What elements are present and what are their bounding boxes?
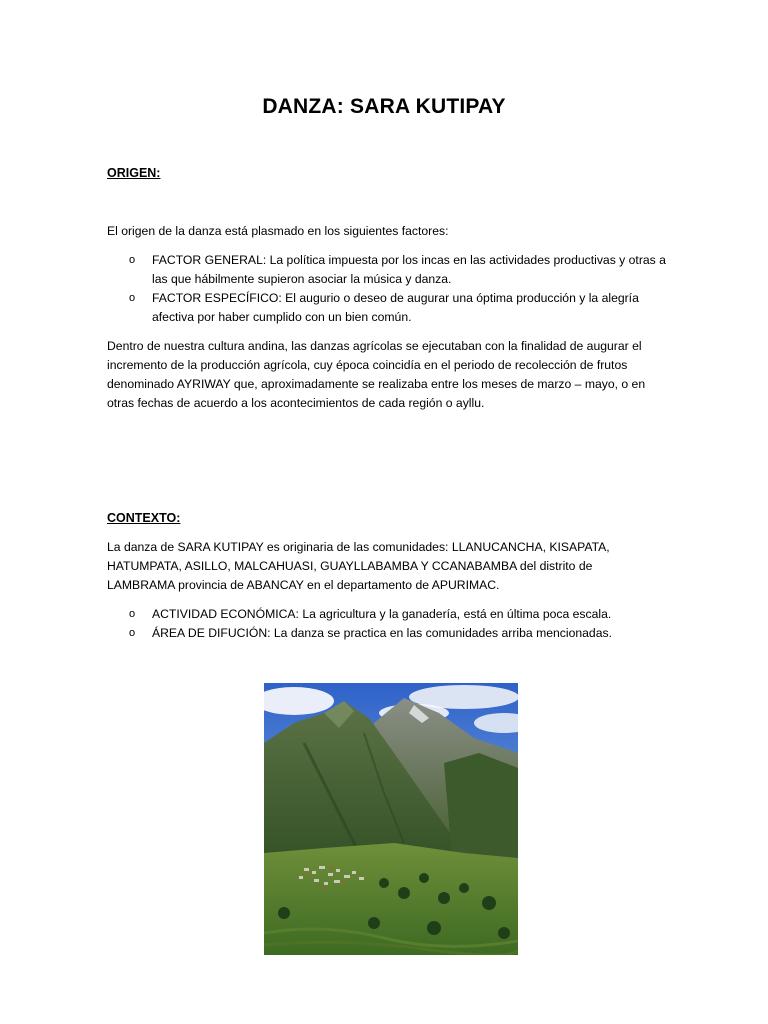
contexto-heading: CONTEXTO: [107, 511, 181, 525]
bullet-marker: o [129, 627, 136, 639]
origen-intro: El origen de la danza está plasmado en los siguientes factores: [107, 224, 449, 238]
bullet-marker: o [129, 254, 136, 266]
mountain-valley-photo [264, 683, 518, 955]
origen-heading: ORIGEN: [107, 166, 161, 180]
contexto-paragraph: La danza de SARA KUTIPAY es originaria de las comunidades: LLANUCANCHA, KISAPATA, HATUMPATA, ASILLO, MALCAHUASI, GUAYLLABAMBA Y CCANABAMBA del distrito de LAMBRAMA provincia de ABANCAY en el departamento de APURIMAC. [107, 540, 610, 592]
list-item [107, 624, 667, 643]
page-title: DANZA: SARA KUTIPAY [262, 95, 506, 118]
list-item [107, 605, 667, 624]
contexto-bullet-list [107, 605, 667, 643]
bullet-marker: o [129, 608, 136, 620]
origen-bullet-list [107, 251, 667, 327]
origen-paragraph: Dentro de nuestra cultura andina, las danzas agrícolas se ejecutaban con la finalidad de augurar el incremento de la producción agrícola, cuy época coincidía en el periodo de recolección de frutos denominado AYRIWAY que, aproximadamente se realizaba entre los meses de marzo – mayo, o en otras fechas de acuerdo a los acontecimientos de cada región o ayllu. [107, 339, 646, 410]
bullet-text: ÁREA DE DIFUCIÓN: La danza se practica en las comunidades arriba mencionadas. [152, 626, 612, 640]
list-item [107, 251, 667, 289]
bullet-marker: o [129, 292, 136, 304]
list-item [107, 289, 667, 327]
bullet-text: ACTIVIDAD ECONÓMICA: La agricultura y la ganadería, está en última poca escala. [152, 607, 612, 621]
bullet-text: FACTOR GENERAL: La política impuesta por los incas en las actividades productivas y otras a las que hábilmente supieron asociar la música y danza. [152, 253, 666, 286]
bullet-text: FACTOR ESPECÍFICO: El augurio o deseo de augurar una óptima producción y la alegría afectiva por haber cumplido con un bien común. [152, 291, 639, 324]
